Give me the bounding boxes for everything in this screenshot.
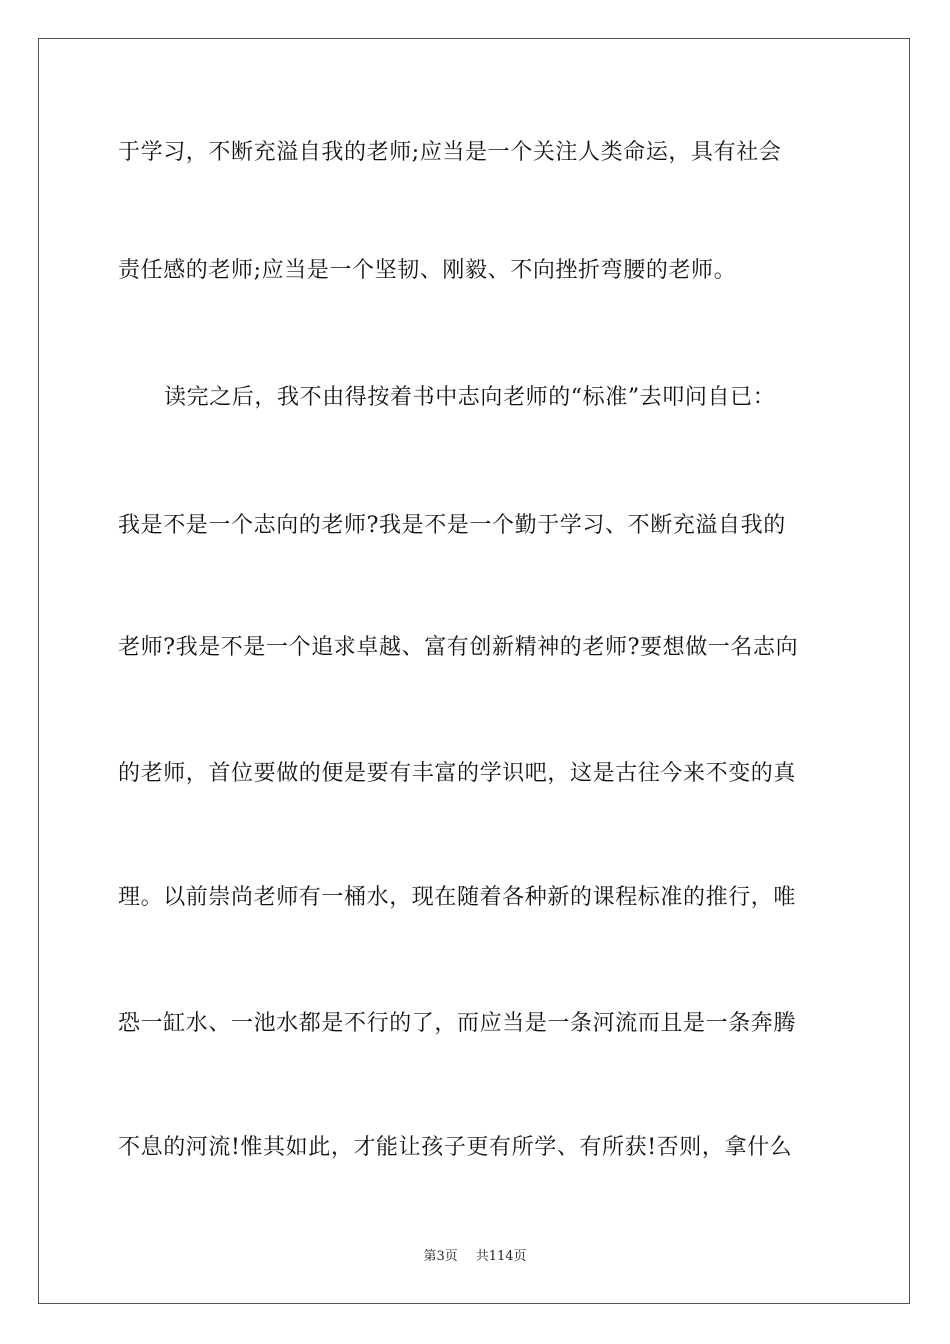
text-line-7: 理。以前崇尚老师有一桶水，现在随着各种新的课程标准的推行，唯	[118, 885, 797, 910]
text-line-9: 不息的河流!惟其如此，才能让孩子更有所学、有所获!否则，拿什么	[118, 1135, 793, 1160]
page-footer	[0, 1248, 950, 1266]
page-total: 共114页	[475, 1249, 527, 1264]
text-line-1: 于学习，不断充溢自我的老师;应当是一个关注人类命运，具有社会	[118, 140, 782, 165]
text-line-8: 恐一缸水、一池水都是不行的了，而应当是一条河流而且是一条奔腾	[118, 1011, 797, 1036]
text-line-3: 读完之后，我不由得按着书中志向老师的“标准”去叩问自已：	[164, 385, 776, 410]
text-line-2: 责任感的老师;应当是一个坚韧、刚毅、不向挫折弯腰的老师。	[118, 258, 737, 283]
page-frame	[38, 38, 910, 1304]
text-line-5: 老师?我是不是一个追求卓越、富有创新精神的老师?要想做一名志向	[118, 635, 799, 660]
text-line-6: 的老师，首位要做的便是要有丰富的学识吧，这是古往今来不变的真	[118, 761, 797, 786]
text-line-4: 我是不是一个志向的老师?我是不是一个勤于学习、不断充溢自我的	[118, 513, 786, 538]
page-number: 第3页	[423, 1249, 458, 1264]
